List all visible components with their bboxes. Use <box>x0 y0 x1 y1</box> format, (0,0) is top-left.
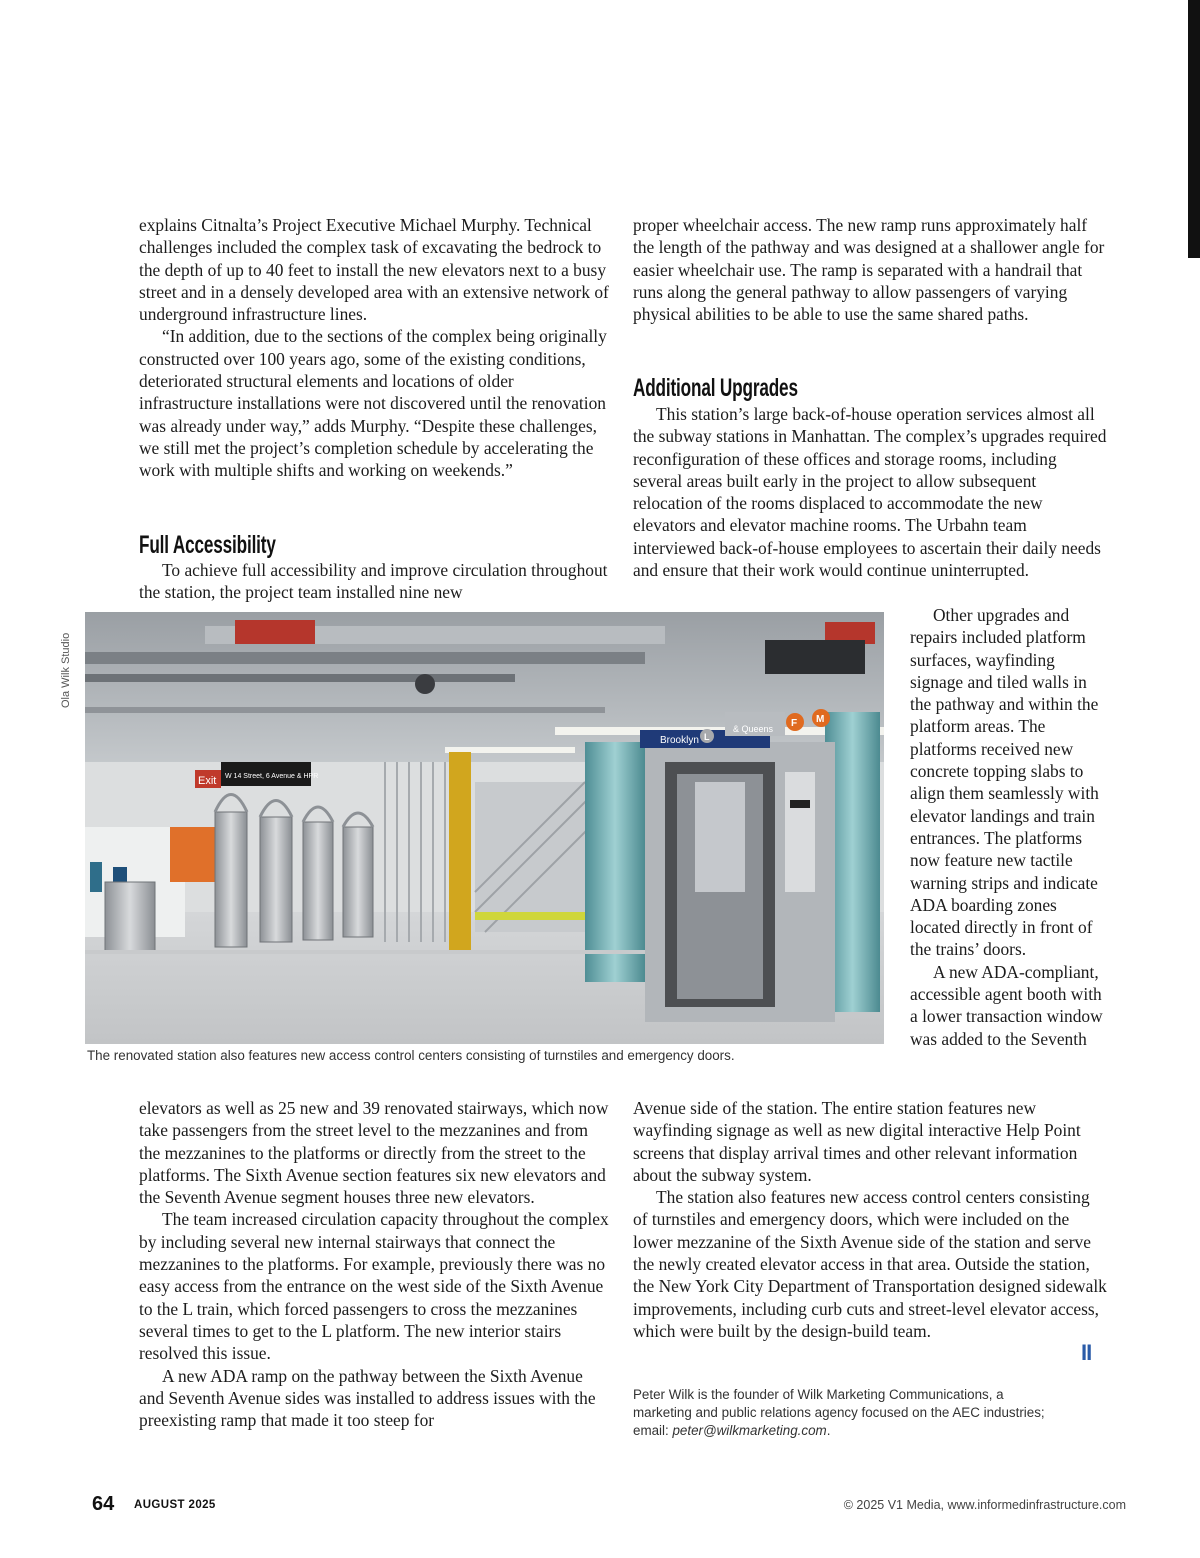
paragraph: elevators as well as 25 new and 39 renovated stairways, which now take passengers from the street level to the mezzanines and from the mezzanines to the platforms or directly from the street to the platforms. The Sixth Avenue section features six new elevators and the Seventh Avenue segment houses three new elevators. <box>139 1098 609 1208</box>
author-bio-end: . <box>826 1423 831 1438</box>
queens-sign-text: & Queens <box>733 724 774 734</box>
line-f-bullet: F <box>791 718 798 729</box>
line-l-bullet: L <box>704 732 710 742</box>
paragraph: To achieve full accessibility and improve circulation throughout the station, the project team installed nine new <box>139 560 608 603</box>
brooklyn-sign-text: Brooklyn <box>660 735 699 746</box>
author-bio <box>633 1386 1063 1440</box>
page-edge-tab <box>1188 0 1200 258</box>
paragraph: explains Citnalta’s Project Executive Michael Murphy. Technical challenges included the complex task of excavating the bedrock to the depth of up to 40 feet to install the new elevators next to a busy street and in a densely developed area with an extensive network of underground infrastructure lines. <box>139 215 609 325</box>
paragraph: A new ADA-compliant, accessible agent booth with a lower transaction window was added to the Seventh <box>910 961 1103 1049</box>
paragraph: proper wheelchair access. The new ramp runs approximately half the length of the pathway and was designed at a shallower angle for easier wheelchair use. The ramp is separated with a handrail that runs along the general pathway to allow passengers of varying physical abilities to be able to use the same shared paths. <box>633 215 1105 325</box>
photo-caption: The renovated station also features new access control centers consisting of turnstiles and emergency doors. <box>87 1048 735 1063</box>
section-heading-additional-upgrades <box>633 375 933 401</box>
author-bio-text: Peter Wilk is the founder of Wilk Marketing Communications, a marketing and public relations agency focused on the AEC industries; email: <box>633 1387 1045 1438</box>
copyright-notice: © 2025 V1 Media, www.informedinfrastructure.com <box>843 1498 1126 1512</box>
end-of-article-mark: II <box>1081 1340 1092 1365</box>
photo-credit: Ola Wilk Studio <box>60 632 72 708</box>
article-column-bottom-left <box>139 1097 611 1431</box>
article-column-narrow <box>910 604 1110 1050</box>
article-column-top-left-continued <box>139 559 611 604</box>
exit-sign-text: Exit <box>198 775 217 787</box>
article-column-top-right-continued <box>633 403 1108 581</box>
paragraph: Avenue side of the station. The entire station features new wayfinding signage as well as new digital interactive Help Point screens that display arrival times and other relevant information about the subway system. <box>633 1098 1081 1185</box>
paragraph: Other upgrades and repairs included platform surfaces, wayfinding signage and tiled walls in the pathway and within the platform areas. The platforms received new concrete topping slabs to align them seamlessly with elevator landings and train entrances. The platforms now feature new tactile warning strips and indicate ADA boarding zones located directly in front of the trains’ doors. <box>910 605 1099 960</box>
issue-date: AUGUST 2025 <box>134 1499 216 1511</box>
heading-text: Full Accessibility <box>139 530 276 559</box>
street-sign-text: W 14 Street, 6 Avenue & HPR <box>225 773 319 780</box>
station-photo <box>85 612 884 1044</box>
article-column-top-right <box>633 214 1108 325</box>
paragraph: A new ADA ramp on the pathway between the Sixth Avenue and Seventh Avenue sides was installed to address issues with the preexisting ramp that made it too steep for <box>139 1365 596 1431</box>
paragraph: The station also features new access control centers consisting of turnstiles and emergency doors, which were included on the lower mezzanine of the Sixth Avenue side of the station and serve the newly created elevator access in that area. Outside the station, the New York City Department of Transportation designed sidewalk improvements, including curb cuts and street-level elevator access, which were built by the design-build team. <box>633 1187 1107 1341</box>
article-column-top-left <box>139 214 611 482</box>
paragraph: The team increased circulation capacity throughout the complex by including several new internal stairways that connect the mezzanines to the platforms. For example, previously there was no easy access from the entrance on the west side of the Sixth Avenue to the L train, which forced passengers to cross the mezzanines several times to get to the L platform. The new interior stairs resolved this issue. <box>139 1209 609 1364</box>
paragraph: “In addition, due to the sections of the complex being originally constructed over 100 years ago, some of the existing conditions, deteriorated structural elements and locations of older infrastructure installations were not discovered until the renovation was already under way,” adds Murphy. “Despite these challenges, we still met the project’s completion schedule by accelerating the work with multiple shifts and working on weekends.” <box>139 326 607 481</box>
heading-text: Additional Upgrades <box>633 373 798 402</box>
section-heading-full-accessibility <box>139 532 439 558</box>
page-number: 64 <box>92 1493 115 1515</box>
line-m-bullet: M <box>816 714 825 725</box>
author-email-link[interactable]: peter@wilkmarketing.com <box>672 1423 827 1438</box>
article-column-bottom-right <box>633 1097 1108 1342</box>
paragraph: This station’s large back-of-house operation services almost all the subway stations in Manhattan. The complex’s upgrades required reconfiguration of these offices and storage rooms, including several areas built early in the project to allow subsequent relocation of the rooms displaced to accommodate the new elevators and elevator machine rooms. The Urbahn team interviewed back-of-house employees to ascertain their daily needs and ensure that their work would continue uninterrupted. <box>633 404 1107 581</box>
